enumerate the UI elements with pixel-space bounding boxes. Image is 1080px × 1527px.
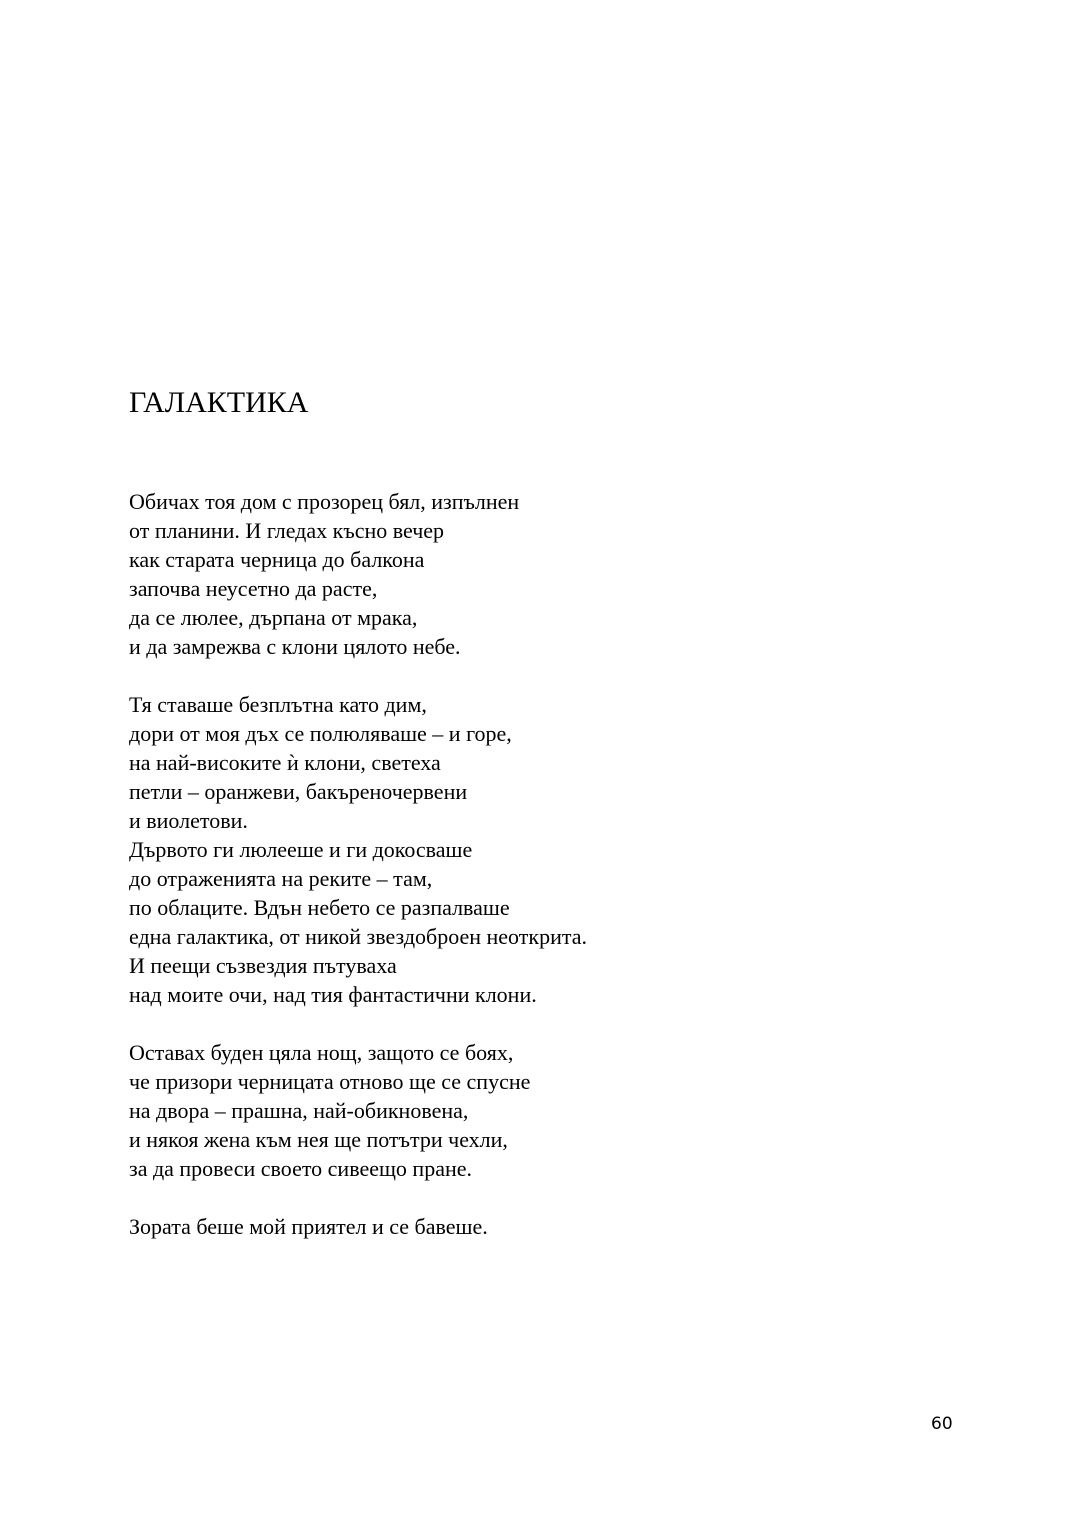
- poem-line: да се люлее, дърпана от мрака,: [129, 605, 418, 630]
- poem-title: ГАЛАКТИКА: [129, 386, 309, 419]
- poem-line: как старата черница до балкона: [129, 547, 425, 572]
- poem-line: на най-високите ѝ клони, светеха: [129, 750, 441, 775]
- poem-line: петли – оранжеви, бакъреночервени: [129, 779, 468, 804]
- poem-line: и да замрежва с клони цялото небе.: [129, 634, 461, 659]
- poem-line: от планини. И гледах късно вечер: [129, 518, 445, 543]
- poem-line: започва неусетно да расте,: [129, 576, 378, 601]
- poem-line: и някоя жена към нея ще потътри чехли,: [129, 1127, 508, 1152]
- poem-line: Зората беше мой приятел и се бавеше.: [129, 1214, 488, 1239]
- poem-line: по облаците. Вдън небето се разпалваше: [129, 895, 510, 920]
- poem-line: една галактика, от никой звездоброен неоткрита.: [129, 924, 587, 949]
- poem-line: Тя ставаше безплътна като дим,: [129, 692, 427, 717]
- poem-line: дори от моя дъх се полюляваше – и горе,: [129, 721, 512, 746]
- poem-line: над моите очи, над тия фантастични клони.: [129, 982, 537, 1007]
- stanza-3: [129, 1038, 1009, 1183]
- poem-line: и виолетови.: [129, 808, 248, 833]
- poem-line: на двора – прашна, най-обикновена,: [129, 1098, 469, 1123]
- poem-line: И пеещи съзвездия пътуваха: [129, 953, 397, 978]
- poem-body: [129, 487, 1009, 1270]
- poem-line: Обичах тоя дом с прозорец бял, изпълнен: [129, 489, 520, 514]
- stanza-2: [129, 690, 1009, 1009]
- poem-line: Оставах буден цяла нощ, защото се боях,: [129, 1040, 514, 1065]
- poem-line: за да провеси своето сивеещо пране.: [129, 1156, 472, 1181]
- stanza-1: [129, 487, 1009, 661]
- poem-line: до отраженията на реките – там,: [129, 866, 433, 891]
- stanza-4: [129, 1212, 1009, 1241]
- page-number: 60: [931, 1414, 953, 1434]
- poem-line: Дървото ги люлееше и ги докосваше: [129, 837, 473, 862]
- poem-line: че призори черницата отново ще се спусне: [129, 1069, 531, 1094]
